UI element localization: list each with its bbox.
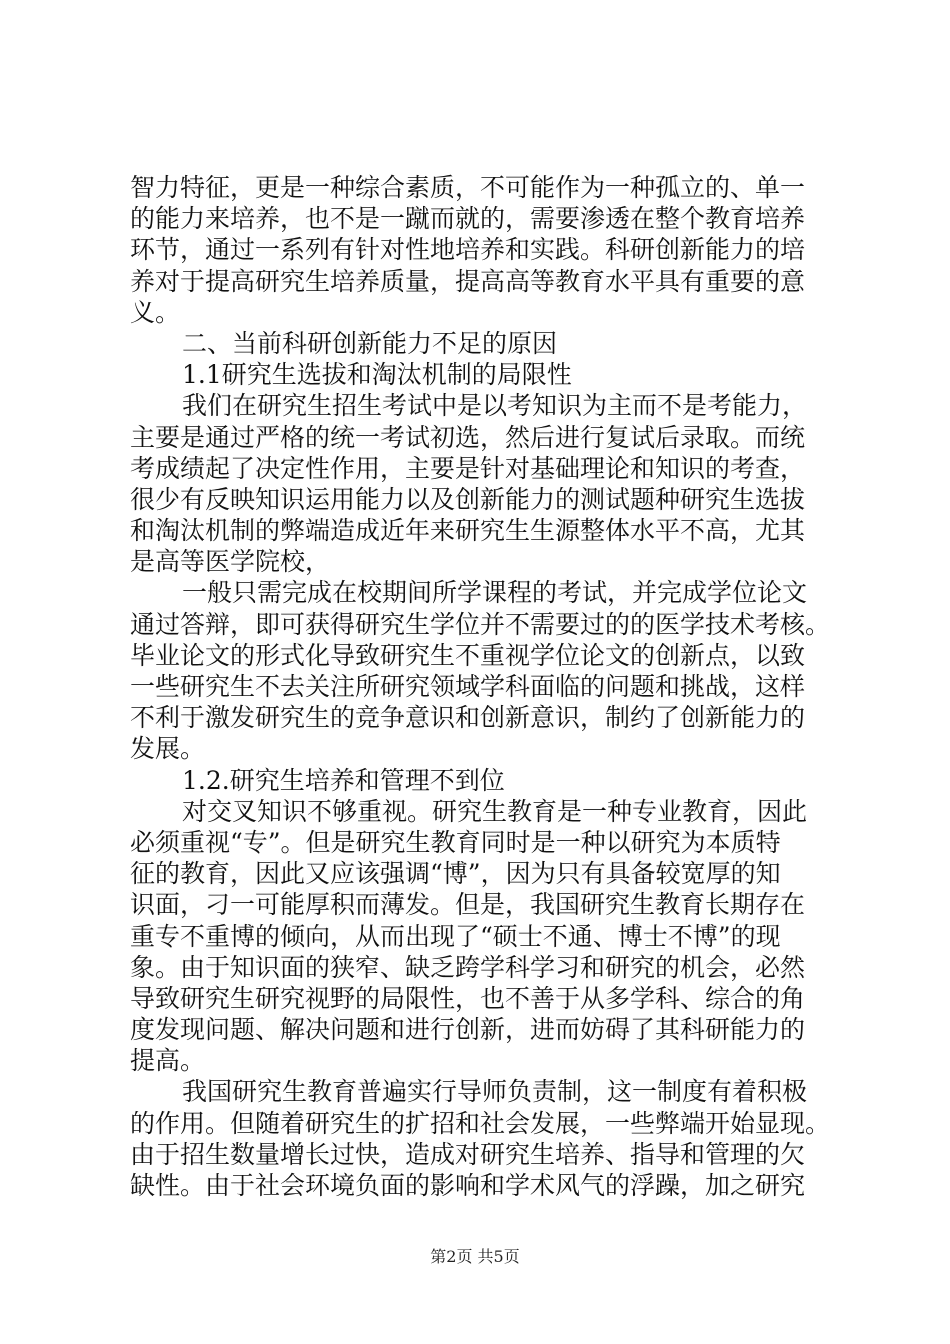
text-line: 发展。	[130, 734, 206, 764]
subsection-heading: 1.1研究生选拔和淘汰机制的局限性	[182, 360, 572, 390]
text-line: 是高等医学院校，	[130, 547, 331, 577]
text-line: 对交叉知识不够重视。研究生教育是一种专业教育，因此	[182, 796, 808, 826]
text-line: 一些研究生不去关注所研究领域学科面临的问题和挑战，这样	[130, 672, 806, 701]
text-line: 的作用。但随着研究生的扩招和社会发展，一些弊端开始显现。	[130, 1108, 830, 1138]
text-line: 义。	[130, 297, 181, 327]
text-line: 一般只需完成在校期间所学课程的考试，并完成学位论文	[182, 578, 808, 608]
body-text	[130, 172, 830, 1201]
page-number: 第2页 共5页	[430, 1247, 520, 1266]
text-line: 提高。	[130, 1046, 206, 1076]
section-heading: 二、当前科研创新能力不足的原因	[182, 328, 558, 358]
text-line: 考成绩起了决定性作用，主要是针对基础理论和知识的考查，	[130, 453, 806, 483]
text-line: 缺性。由于社会环境负面的影响和学术风气的浮躁，加之研究	[130, 1171, 806, 1200]
text-line: 很少有反映知识运用能力以及创新能力的测试题种研究生选拔	[130, 484, 806, 514]
text-line: 主要是通过严格的统一考试初选，然后进行复试后录取。而统	[130, 422, 806, 452]
text-line: 的能力来培养，也不是一蹴而就的，需要渗透在整个教育培养	[130, 204, 806, 234]
text-line: 重专不重博的倾向，从而出现了“硕士不通、博士不博”的现	[130, 921, 781, 951]
text-line: 我国研究生教育普遍实行导师负责制，这一制度有着积极	[182, 1077, 808, 1107]
text-line: 通过答辩，即可获得研究生学位并不需要过的的医学技术考核。	[130, 609, 830, 639]
text-line: 和淘汰机制的弊端造成近年来研究生生源整体水平不高，尤其	[130, 516, 806, 546]
text-line: 智力特征，更是一种综合素质，不可能作为一种孤立的、单一	[130, 173, 806, 202]
text-line: 环节，通过一系列有针对性地培养和实践。科研创新能力的培	[130, 235, 806, 265]
text-line: 征的教育，因此又应该强调“博”，因为只有具备较宽厚的知	[130, 859, 781, 889]
text-line: 象。由于知识面的狭窄、缺乏跨学科学习和研究的机会，必然	[130, 952, 806, 982]
text-line: 由于招生数量增长过快，造成对研究生培养、指导和管理的欠	[130, 1139, 806, 1169]
text-line: 必须重视“专”。但是研究生教育同时是一种以研究为本质特	[130, 827, 781, 857]
text-line: 我们在研究生招生考试中是以考知识为主而不是考能力，	[182, 391, 808, 421]
text-line: 毕业论文的形式化导致研究生不重视学位论文的创新点，以致	[130, 640, 806, 670]
subsection-heading: 1.2.研究生培养和管理不到位	[182, 765, 505, 795]
text-line: 不利于激发研究生的竞争意识和创新意识，制约了创新能力的	[130, 703, 806, 733]
text-line: 养对于提高研究生培养质量，提高高等教育水平具有重要的意	[130, 266, 806, 296]
text-line: 度发现问题、解决问题和进行创新，进而妨碍了其科研能力的	[130, 1015, 806, 1045]
text-line: 识面，刁一可能厚积而薄发。但是，我国研究生教育长期存在	[130, 890, 806, 920]
text-line: 导致研究生研究视野的局限性，也不善于从多学科、综合的角	[130, 983, 806, 1013]
